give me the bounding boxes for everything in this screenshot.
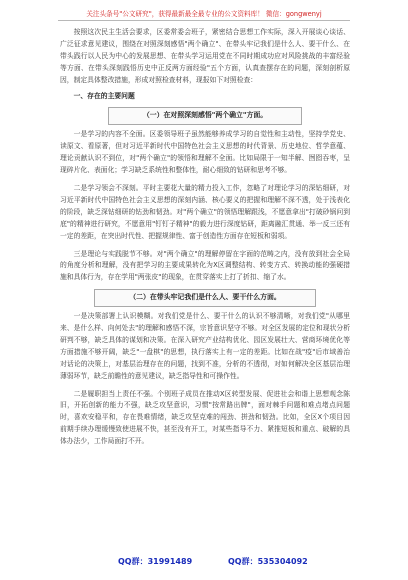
footer-qq-group-1: QQ群：31991489 (118, 557, 193, 566)
paragraph: 二是履职担当上责任不强。个别班子成员在推动X区转型发展、促进社会和谐上思想观念陈旧，开拓创新的能力不强，缺乏攻坚意识，习惯"按常路出牌"，面对棘手问题和难点堵点问题时，喜欢安稳平和，存在畏难情绪，缺乏攻坚克难的闯劲、拼劲和韧劲。比如，全区X个项目因前期手续办理缓慢致使进展不快，甚至没有开工，对某些指导不力、紧推短板和重点、破解的具体办法少，工作局面打不开。 (60, 389, 350, 446)
subsection-heading-2 (60, 289, 350, 307)
paragraph: 二是学习领会不深刻。平时主要花大量的精力投入工作，忽略了对理论学习的深钻细研，对习近平新时代中国特色社会主义思想的深刻内涵、核心要义的把握和理解不深不透，处于浅表化的阶段，缺乏深钻细研的钻劲和韧劲。对"两个确立"的领悟理解跟浅，不愿意拿出"打破砂锅问到底"的精神进行研究，不愿意用"钉钉子精神"的毅力进行深度钻研，距离融汇贯通、举一反三还有一定的差距，在突出时代性、把握规律性、富于创造性方面存在短板和弱项。 (60, 183, 350, 240)
subsection-heading-1-box: （一）在对照深刻感悟"两个确立"方面。 (108, 107, 302, 125)
header-divider (58, 20, 350, 21)
paragraph: 一是学习的内容不全面。区委领导班子虽然能够养成学习的自觉性和主动性，坚持学党史、读原文、看原著，但对习近平新时代中国特色社会主义思想的时代背景、历史地位、哲学意蕴、理论贡献认识不到位，对"两个确立"的领悟和理解不全面。比如局限于一知半解、囫囵吞枣，呈现碎片化、表面化；学习缺乏系统性和整体性，耐心细致的钻研和思考不够。 (60, 130, 350, 175)
document-body (60, 27, 350, 448)
intro-paragraph: 按照这次民主生活会要求，区委常委会班子，紧密结合思想工作实际，深入开展谈心谈话、广泛征求意见建议，围绕在对照深刻感悟"两个确立"、在带头牢记我们是什么人、要干什么、在带头践行以人民为中心的发展思想、在带头学习运用党在不同时期成功应对风险挑战的丰富经验等方面、在带头深刻践悟历史中正反两方面经验"五个方面，认真查摆存在的问题，深刻剖析原因，制定具体整改措施，形成对照检查材料，现报如下对照检查： (60, 28, 350, 84)
header-banner: 关注头条号"公文研究"，获得最新最全最专业的公文资料库！ 微信：gongwenyj (86, 10, 322, 18)
subsection-heading-2-box: （二）在带头牢记我们是什么人、要干什么方面。 (94, 289, 316, 307)
paragraph: 三是理论与实践脱节不够。对"两个确立"的理解停留在字面的范畴之内，没有放到社会全局的角度分析和理解，没有把学习的主要成果转化为X区调整结构、转变方式、转换动能的强硬措施和具体行为，存在学用"两张皮"的现象，在贯穿落实上打了折扣、缩了水。 (60, 249, 350, 282)
section-heading-problems: 一、存在的主要问题 (73, 91, 135, 100)
footer-qq-group-2: QQ群：535304092 (228, 557, 308, 566)
subsection-heading-1 (60, 107, 350, 125)
paragraph: 一是决策部署上认识模糊。对我们党是什么、要干什么的认识不够清晰，对我们党"从哪里来、是什么样、向何处去"的理解和感悟不深，宗旨意识坚守不够。对全区发展的定位和现状分析研判不够，缺乏具体的谋划和决策。在深入研究产业结构优化、园区发展壮大、营商环境优化等方面措施不够开阔，缺乏"一盘棋"的思想，执行落实上有一定的差距。比如在战"疫"后市域善治对话论的决策上，对基层治理存在的问题，找到不准，分析的不透彻，对如何解决全区基层治理薄弱环节，缺乏前瞻性的意见建议，缺乏指导性和可操作性。 (60, 312, 350, 380)
